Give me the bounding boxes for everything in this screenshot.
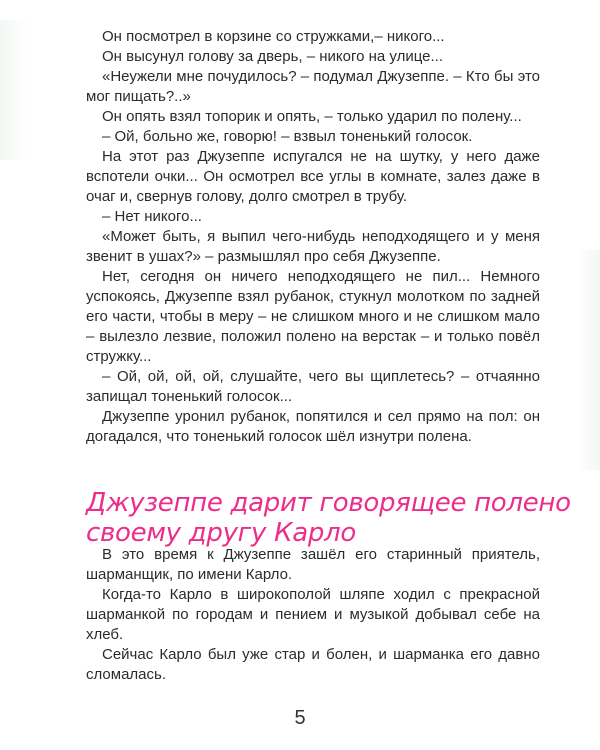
paragraph: Джузеппе уронил рубанок, попятился и сел прямо на пол: он догадался, что тоненький голосок шёл изнутри полена. [86, 408, 540, 445]
page-number: 5 [294, 707, 306, 729]
paragraph: – Ой, ой, ой, ой, слушайте, чего вы щиплетесь? – отчаянно запищал тоненький голосок... [86, 368, 540, 405]
decorative-background-left [0, 20, 30, 160]
paragraph: – Ой, больно же, говорю! – взвыл тоненький голосок. [102, 128, 473, 145]
paragraph: Нет, сегодня он ничего неподходящего не пил... Немного успокоясь, Джузеппе взял рубанок, стукнул молотком по задней его части, чтобы в меру – не слишком много и не слишком мало – вылезло лезвие, положил полено на верстак – и только повёл стружку... [86, 268, 540, 365]
paragraph: Когда-то Карло в широкополой шляпе ходил с прекрасной шарманкой по городам и пением и музыкой добывал себе на хлеб. [86, 586, 540, 643]
chapter-heading-line-1: Джузеппе дарит говорящее полено [86, 488, 571, 518]
story-text-section-1 [86, 27, 540, 447]
paragraph: Он опять взял топорик и опять, – только ударил по полену... [102, 108, 522, 125]
chapter-heading-line-2: своему другу Карло [86, 518, 356, 548]
decorative-background-right [576, 250, 600, 470]
paragraph: В это время к Джузеппе зашёл его старинный приятель, шарманщик, по имени Карло. [86, 546, 540, 583]
story-text-section-2 [86, 545, 540, 685]
paragraph: Он посмотрел в корзине со стружками,– никого... [102, 28, 445, 45]
paragraph: Он высунул голову за дверь, – никого на улице... [102, 48, 444, 65]
chapter-heading [86, 488, 571, 548]
paragraph: На этот раз Джузеппе испугался не на шутку, у него даже вспотели очки... Он осмотрел все углы в комнате, залез даже в очаг и, свернув голову, долго смотрел в трубу. [86, 148, 540, 205]
paragraph: «Неужели мне почудилось? – подумал Джузеппе. – Кто бы это мог пищать?..» [86, 68, 540, 105]
paragraph: «Может быть, я выпил чего-нибудь неподходящего и у меня звенит в ушах?» – размышлял про себя Джузеппе. [86, 228, 540, 265]
paragraph: – Нет никого... [102, 208, 202, 225]
paragraph: Сейчас Карло был уже стар и болен, и шарманка его давно сломалась. [86, 646, 540, 683]
